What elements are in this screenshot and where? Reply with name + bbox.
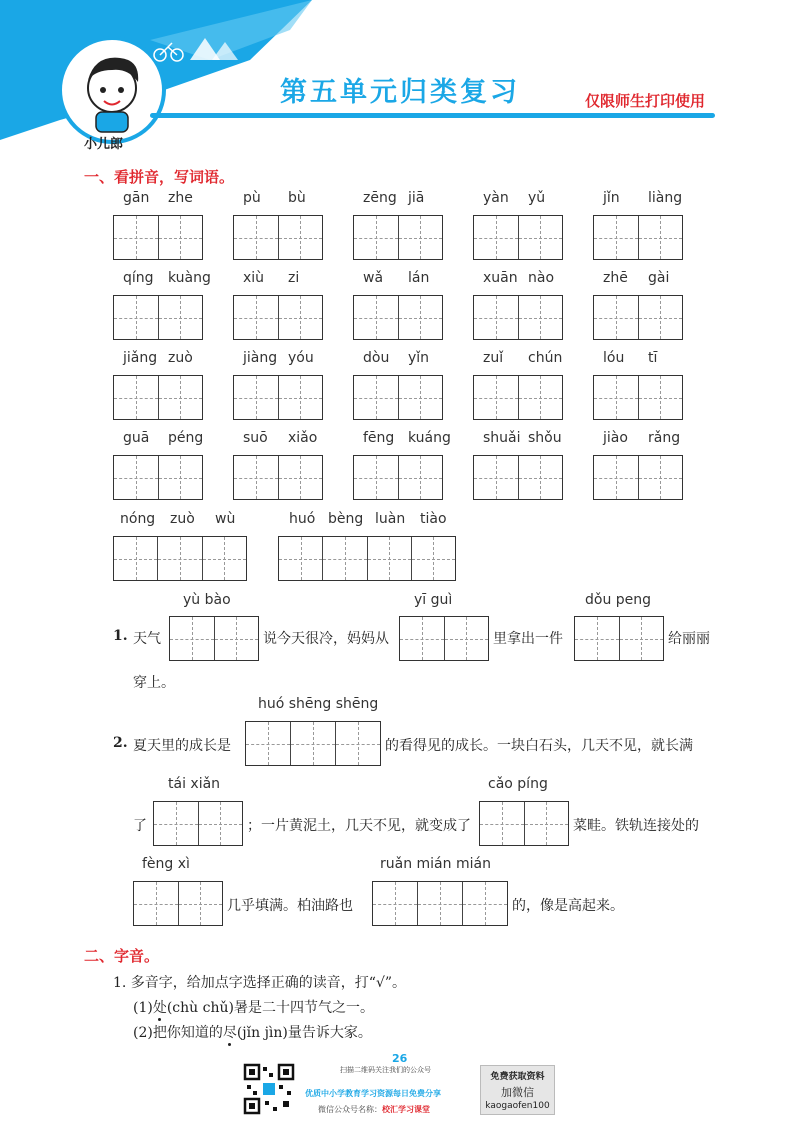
section-1-heading: 一、看拼音，写词语。: [84, 168, 235, 186]
writing-grid-2[interactable]: [353, 455, 443, 500]
pinyin-label: zi: [288, 270, 300, 286]
marked-char: 尽: [222, 1025, 237, 1041]
pinyin-label: zhē: [603, 270, 628, 286]
pinyin-label: rǎng: [648, 430, 681, 446]
question-number: 1.: [113, 628, 128, 644]
pinyin-label: suō: [243, 430, 268, 446]
pinyin-label: zēng: [363, 190, 397, 206]
pinyin-label: guā: [123, 430, 150, 446]
pinyin-label: kuáng: [408, 430, 451, 446]
writing-grid-2[interactable]: [479, 801, 569, 846]
page-title: 第五单元归类复习: [280, 77, 520, 108]
pinyin-label: luàn: [375, 511, 406, 527]
qr-code-icon: [243, 1063, 295, 1115]
pinyin-label: jiàng: [243, 350, 278, 366]
question-text: 几乎填满。柏油路也: [227, 898, 353, 914]
writing-grid-2[interactable]: [153, 801, 243, 846]
writing-grid-2[interactable]: [353, 375, 443, 420]
pinyin-label: wǎ: [363, 270, 384, 286]
writing-grid-3[interactable]: [372, 881, 508, 926]
sub-question-2: (2)把你知道的尽(jǐn jìn)量告诉大家。: [133, 1025, 372, 1041]
pinyin-label: fèng xì: [142, 856, 190, 872]
writing-grid-2[interactable]: [593, 375, 683, 420]
pinyin-label: cǎo píng: [488, 776, 548, 792]
writing-grid-2[interactable]: [233, 295, 323, 340]
promo-line-3: kaogaofen100: [485, 1101, 550, 1111]
pinyin-label: jiào: [603, 430, 628, 446]
writing-grid-2[interactable]: [593, 455, 683, 500]
pinyin-label: bèng: [328, 511, 364, 527]
pinyin-label: jiā: [408, 190, 425, 206]
pinyin-label: dòu: [363, 350, 390, 366]
header-divider: [150, 113, 715, 118]
question-text: 天气: [133, 631, 161, 647]
promo-box: [480, 1065, 555, 1115]
pinyin-label: yī guì: [414, 592, 453, 608]
writing-grid-2[interactable]: [133, 881, 223, 926]
pinyin-label: qíng: [123, 270, 154, 286]
pinyin-label: huó shēng shēng: [258, 696, 379, 712]
writing-grid-2[interactable]: [113, 215, 203, 260]
writing-grid-2[interactable]: [473, 455, 563, 500]
pinyin-label: kuàng: [168, 270, 211, 286]
pinyin-label: xiǎo: [288, 430, 318, 446]
pinyin-label: yǔ: [528, 190, 546, 206]
footer-share-text: 优质中小学教育学习资源每日免费分享: [305, 1089, 441, 1098]
pinyin-label: tī: [648, 350, 658, 366]
writing-grid-2[interactable]: [233, 455, 323, 500]
pinyin-label: zuò: [168, 350, 193, 366]
pinyin-label: zuò: [170, 511, 195, 527]
writing-grid-4[interactable]: [278, 536, 456, 581]
footer-scan-text: 扫描二维码关注我们的公众号: [340, 1066, 431, 1074]
question-text: 里拿出一件: [493, 631, 563, 647]
pinyin-label: yàn: [483, 190, 509, 206]
question-number: 2.: [113, 735, 128, 751]
pinyin-label: huó: [289, 511, 316, 527]
pinyin-label: dǒu peng: [585, 592, 652, 608]
writing-grid-2[interactable]: [169, 616, 259, 661]
marked-char: 处: [152, 1000, 167, 1016]
footer-account: 微信公众号名称：校汇学习课堂: [318, 1105, 430, 1114]
pinyin-label: liàng: [648, 190, 683, 206]
writing-grid-2[interactable]: [233, 215, 323, 260]
pinyin-label: xiù: [243, 270, 265, 286]
pinyin-label: shǒu: [528, 430, 562, 446]
question-text: 了: [133, 818, 147, 834]
writing-grid-2[interactable]: [473, 295, 563, 340]
pinyin-label: lóu: [603, 350, 625, 366]
pinyin-label: zuǐ: [483, 350, 504, 366]
pinyin-label: ruǎn mián mián: [380, 856, 491, 872]
pinyin-label: fēng: [363, 430, 395, 446]
writing-grid-2[interactable]: [353, 295, 443, 340]
writing-grid-2[interactable]: [113, 375, 203, 420]
pinyin-label: pù: [243, 190, 261, 206]
pinyin-label: yóu: [288, 350, 314, 366]
pinyin-label: chún: [528, 350, 563, 366]
writing-grid-2[interactable]: [399, 616, 489, 661]
pinyin-label: jǐn: [603, 190, 620, 206]
pinyin-label: bù: [288, 190, 306, 206]
pinyin-label: tái xiǎn: [168, 776, 221, 792]
question-text: 菜畦。铁轨连接处的: [573, 818, 699, 834]
promo-line-1: 免费获取资料: [490, 1072, 545, 1082]
question-text: 的，像是高起来。: [512, 898, 624, 914]
writing-grid-2[interactable]: [113, 455, 203, 500]
pinyin-label: nóng: [120, 511, 156, 527]
question-text: 说今天很冷，妈妈从: [263, 631, 389, 647]
pinyin-label: lán: [408, 270, 430, 286]
pinyin-label: péng: [168, 430, 204, 446]
logo-text: 小儿郎: [84, 137, 124, 152]
pinyin-label: gān: [123, 190, 150, 206]
sub-question-1: (1)处(chù chǔ)暑是二十四节气之一。: [133, 1000, 374, 1016]
page-number: 26: [392, 1052, 408, 1065]
pinyin-label: wù: [215, 511, 236, 527]
pinyin-label: gài: [648, 270, 670, 286]
pinyin-label: yǐn: [408, 350, 430, 366]
writing-grid-2[interactable]: [113, 295, 203, 340]
pinyin-label: zhe: [168, 190, 193, 206]
question-text: 1. 多音字，给加点字选择正确的读音，打“√”。: [113, 975, 407, 991]
pinyin-label: tiào: [420, 511, 447, 527]
writing-grid-2[interactable]: [473, 215, 563, 260]
question-text: ；一片黄泥土，几天不见，就变成了: [247, 818, 471, 834]
pinyin-label: xuān: [483, 270, 518, 286]
writing-grid-2[interactable]: [593, 215, 683, 260]
writing-grid-2[interactable]: [473, 375, 563, 420]
writing-grid-3[interactable]: [245, 721, 381, 766]
pinyin-label: jiǎng: [123, 350, 158, 366]
writing-grid-3[interactable]: [113, 536, 247, 581]
writing-grid-2[interactable]: [593, 295, 683, 340]
writing-grid-2[interactable]: [233, 375, 323, 420]
question-text: 给丽丽: [668, 631, 710, 647]
print-notice: 仅限师生打印使用: [585, 92, 706, 110]
question-text: 穿上。: [133, 675, 175, 691]
writing-grid-2[interactable]: [574, 616, 664, 661]
question-text: 夏天里的成长是: [133, 738, 231, 754]
pinyin-label: yù bào: [183, 592, 231, 608]
writing-grid-2[interactable]: [353, 215, 443, 260]
pinyin-label: nào: [528, 270, 555, 286]
question-text: 的看得见的成长。一块白石头，几天不见，就长满: [385, 738, 693, 754]
pinyin-label: shuǎi: [483, 430, 521, 446]
promo-line-2: 加微信: [501, 1086, 534, 1099]
section-2-heading: 二、字音。: [84, 947, 160, 965]
